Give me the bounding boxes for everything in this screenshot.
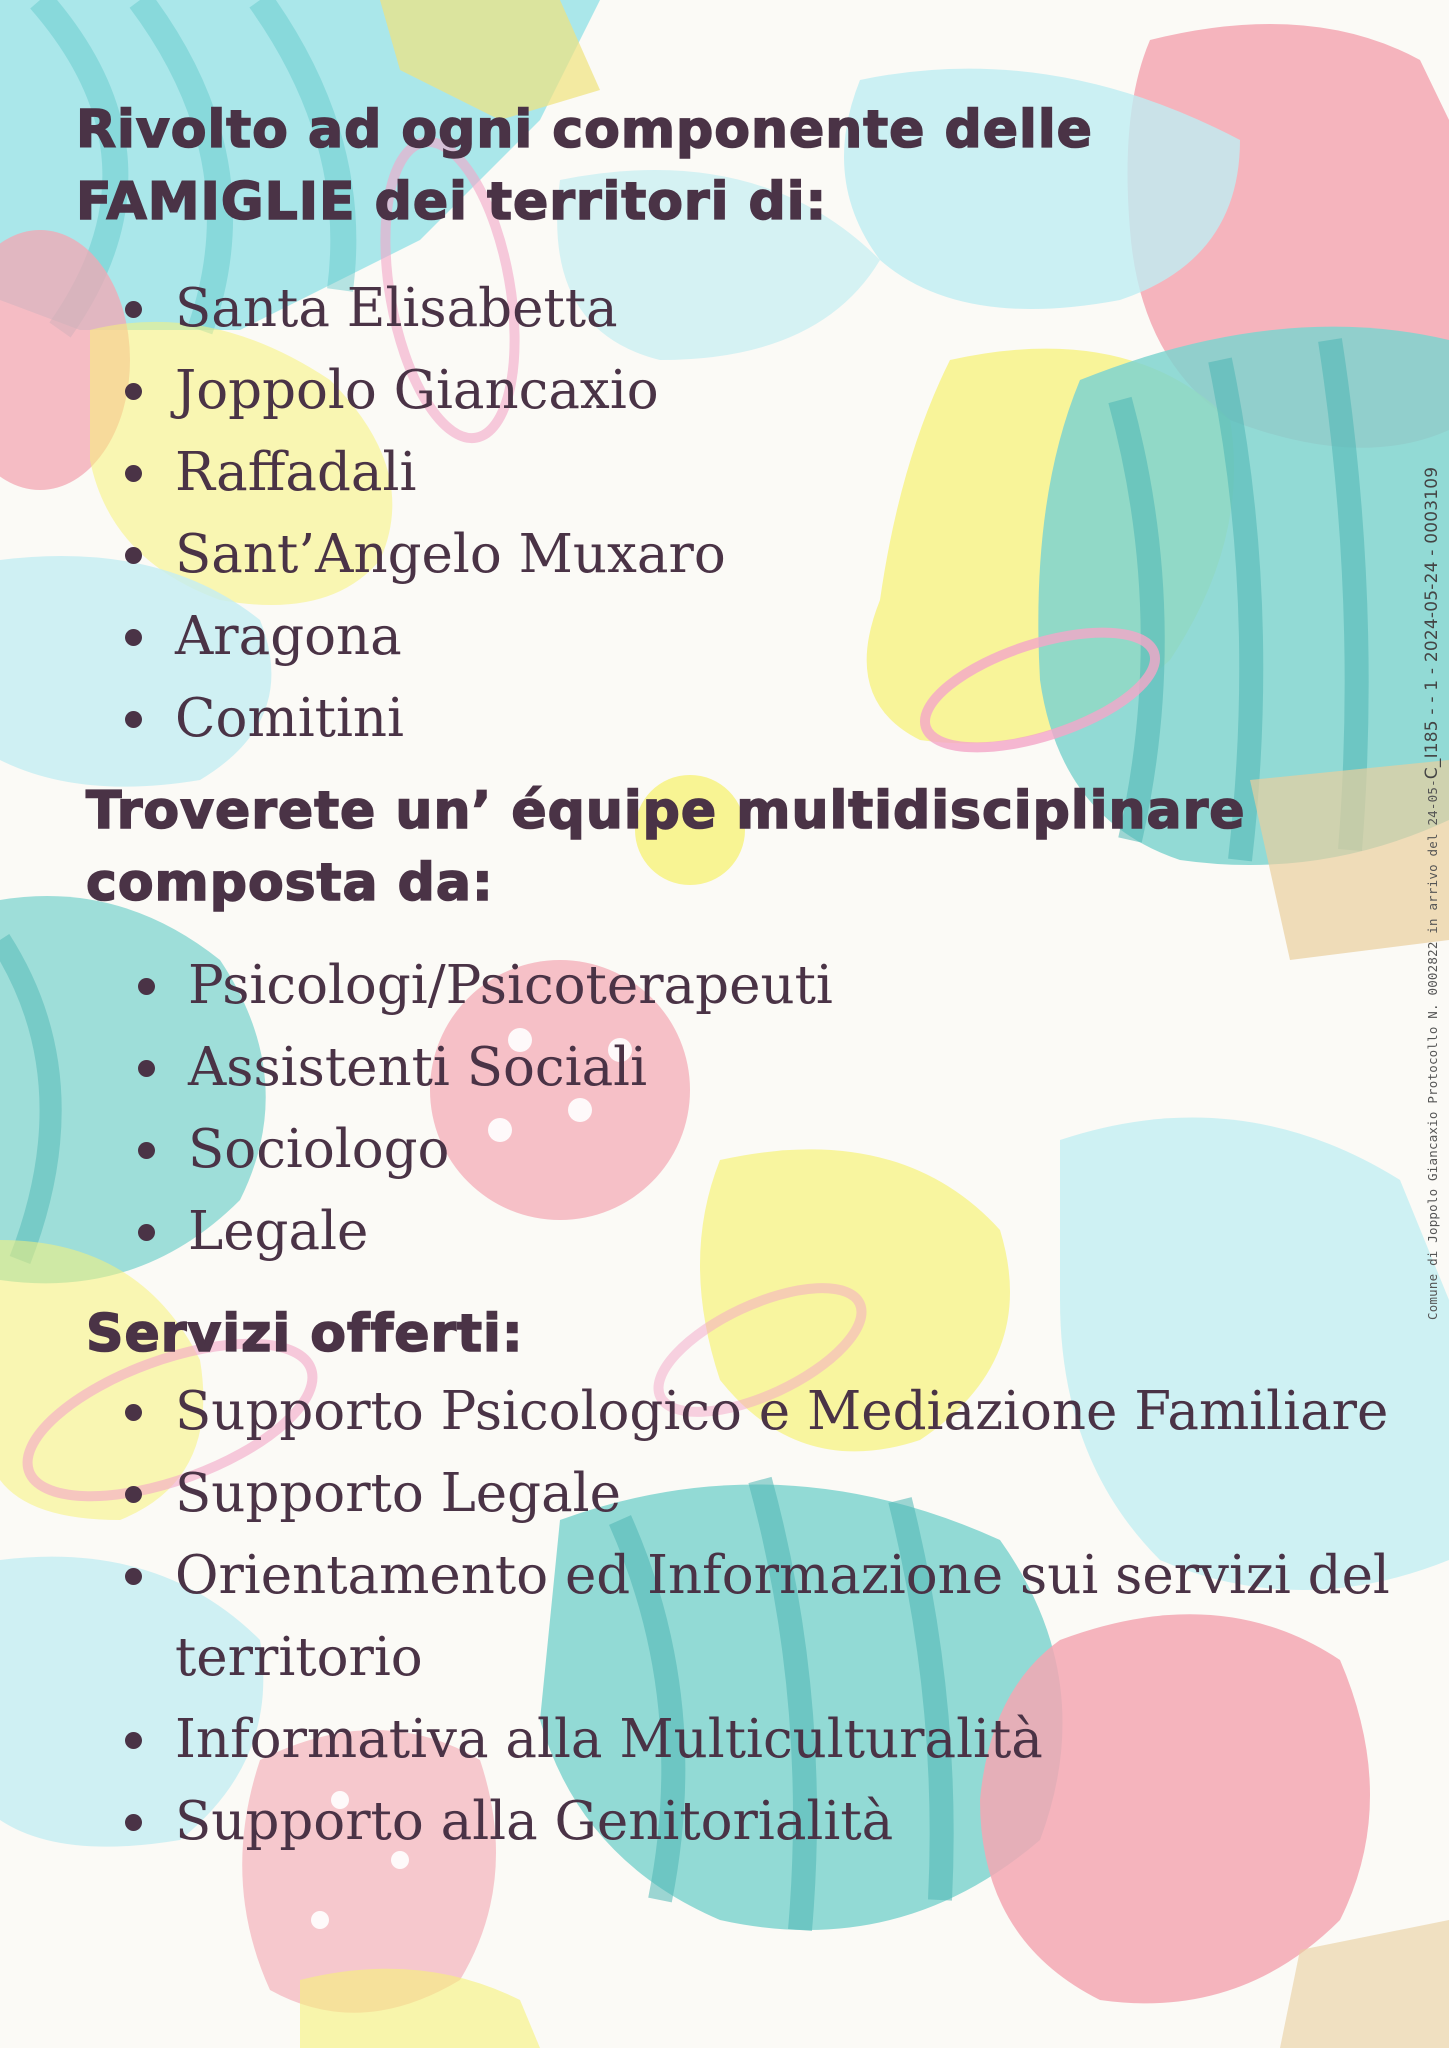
territories-list <box>125 268 726 760</box>
service-label: Informativa alla Multiculturalità <box>175 1709 1043 1770</box>
bullet-icon <box>125 1404 142 1421</box>
list-item <box>125 350 726 432</box>
bullet-icon <box>125 711 142 728</box>
families-heading-line-1: Rivolto ad ogni componente delle <box>76 100 1093 160</box>
territory-label: Aragona <box>175 606 402 667</box>
territory-label: Santa Elisabetta <box>175 278 618 339</box>
service-label: Supporto Psicologico e Mediazione Familiare <box>175 1381 1389 1442</box>
service-label: Orientamento ed Informazione sui servizi del territorio <box>175 1545 1390 1688</box>
list-item <box>138 945 833 1027</box>
territory-label: Comitini <box>175 688 405 749</box>
list-item <box>125 268 726 350</box>
services-heading: Servizi offerti: <box>86 1304 524 1364</box>
list-item <box>125 596 726 678</box>
families-heading <box>76 100 1093 248</box>
team-heading <box>86 781 1246 929</box>
families-heading-line-2: FAMIGLIE dei territori di: <box>76 172 828 232</box>
list-item <box>138 1027 833 1109</box>
list-item <box>138 1109 833 1191</box>
team-member-label: Psicologi/Psicoterapeuti <box>188 955 833 1016</box>
services-list <box>125 1371 1395 1863</box>
bullet-icon <box>138 1224 155 1241</box>
team-heading-line-2: composta da: <box>86 853 494 913</box>
territory-label: Sant’Angelo Muxaro <box>175 524 726 585</box>
bullet-icon <box>125 1486 142 1503</box>
list-item <box>125 678 726 760</box>
list-item <box>125 1535 1395 1699</box>
list-item <box>125 514 726 596</box>
list-item <box>125 1781 1395 1863</box>
bullet-icon <box>125 629 142 646</box>
bullet-icon <box>138 1060 155 1077</box>
bullet-icon <box>125 1568 142 1585</box>
list-item <box>125 432 726 514</box>
team-member-label: Legale <box>188 1201 369 1262</box>
bullet-icon <box>125 301 142 318</box>
service-label: Supporto Legale <box>175 1463 621 1524</box>
bullet-icon <box>138 978 155 995</box>
bullet-icon <box>125 383 142 400</box>
team-member-label: Assistenti Sociali <box>188 1037 648 1098</box>
territory-label: Raffadali <box>175 442 417 503</box>
protocol-stamp-prefix: Comune di Joppolo Giancaxio Protocollo N. 0002822 in arrivo del 24-05- <box>1425 779 1440 1320</box>
list-item <box>125 1453 1395 1535</box>
bullet-icon <box>125 1814 142 1831</box>
bullet-icon <box>138 1142 155 1159</box>
protocol-stamp <box>1422 467 1442 1320</box>
list-item <box>138 1191 833 1273</box>
team-heading-line-1: Troverete un’ équipe multidisciplinare <box>86 781 1246 841</box>
service-label: Supporto alla Genitorialità <box>175 1791 894 1852</box>
territory-label: Joppolo Giancaxio <box>175 360 659 421</box>
list-item <box>125 1699 1395 1781</box>
bullet-icon <box>125 465 142 482</box>
protocol-stamp-suffix: C_I185 - - 1 - 2024-05-24 - 0003109 <box>1422 466 1442 780</box>
bullet-icon <box>125 547 142 564</box>
bullet-icon <box>125 1732 142 1749</box>
list-item <box>125 1371 1395 1453</box>
team-list <box>138 945 833 1273</box>
team-member-label: Sociologo <box>188 1119 450 1180</box>
